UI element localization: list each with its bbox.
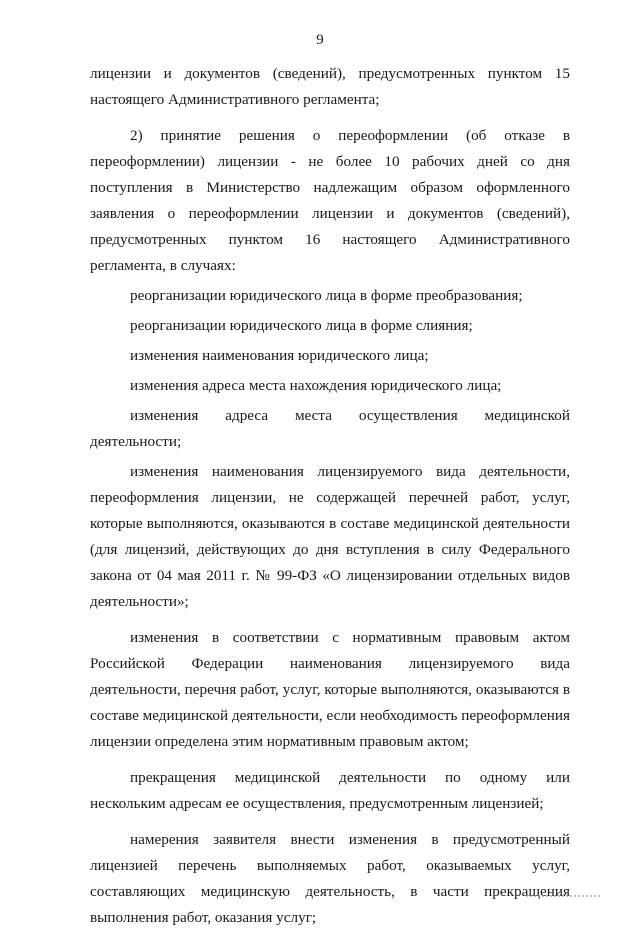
list-item-legal-address-change: изменения адреса места нахождения юридического лица; xyxy=(130,377,502,394)
page-number: 9 xyxy=(316,32,324,48)
list-item-reorganization-merger: реорганизации юридического лица в форме слияния; xyxy=(130,317,473,334)
list-item-services-list-change: намерения заявителя внести изменения в предусмотренный лицензией перечень выполняемых работ, оказываемых услуг, составляющих медицинскую деятельность, в части прекращения выполнения работ, оказания услуг; xyxy=(90,831,570,926)
list-item-activity-address-change: изменения адреса места осуществления медицинской деятельности; xyxy=(90,407,570,450)
list-item-activity-name-change: изменения наименования лицензируемого вида деятельности, переоформления лицензии, не содержащей перечней работ, услуг, которые выполняются, оказываются в составе медицинской деятельности (для лицензий, действующих до дня вступления в силу Федерального закона от 04 мая 2011 г. № 99-ФЗ «О лицензировании отдельных видов деятельности»; xyxy=(90,463,570,610)
list-item-normative-act-change: изменения в соответствии с нормативным правовым актом Российской Федерации наименования лицензируемого вида деятельности, перечня работ, услуг, которые выполняются, оказываются в составе медицинской деятельности, если необходимость переоформления лицензии определена этим нормативным правовым актом; xyxy=(90,629,570,750)
paragraph-clause-2: 2) принятие решения о переоформлении (об отказе в переоформлении) лицензии - не более 10 рабочих дней со дня поступления в Министерство надлежащим образом оформленного заявления о переоформлении лицензии и документов (сведений), предусмотренных пунктом 16 настоящего Административного регламента, в случаях: xyxy=(90,127,570,274)
scan-artifact xyxy=(526,895,600,899)
paragraph-clause-continuation: лицензии и документов (сведений), предусмотренных пунктом 15 настоящего Административного регламента; xyxy=(90,65,570,108)
document-body xyxy=(90,61,570,931)
list-item-activity-termination: прекращения медицинской деятельности по одному или нескольким адресам ее осуществления, предусмотренным лицензией; xyxy=(90,769,570,812)
list-item-reorganization-transformation: реорганизации юридического лица в форме преобразования; xyxy=(130,287,523,304)
list-item-name-change: изменения наименования юридического лица; xyxy=(130,347,429,364)
